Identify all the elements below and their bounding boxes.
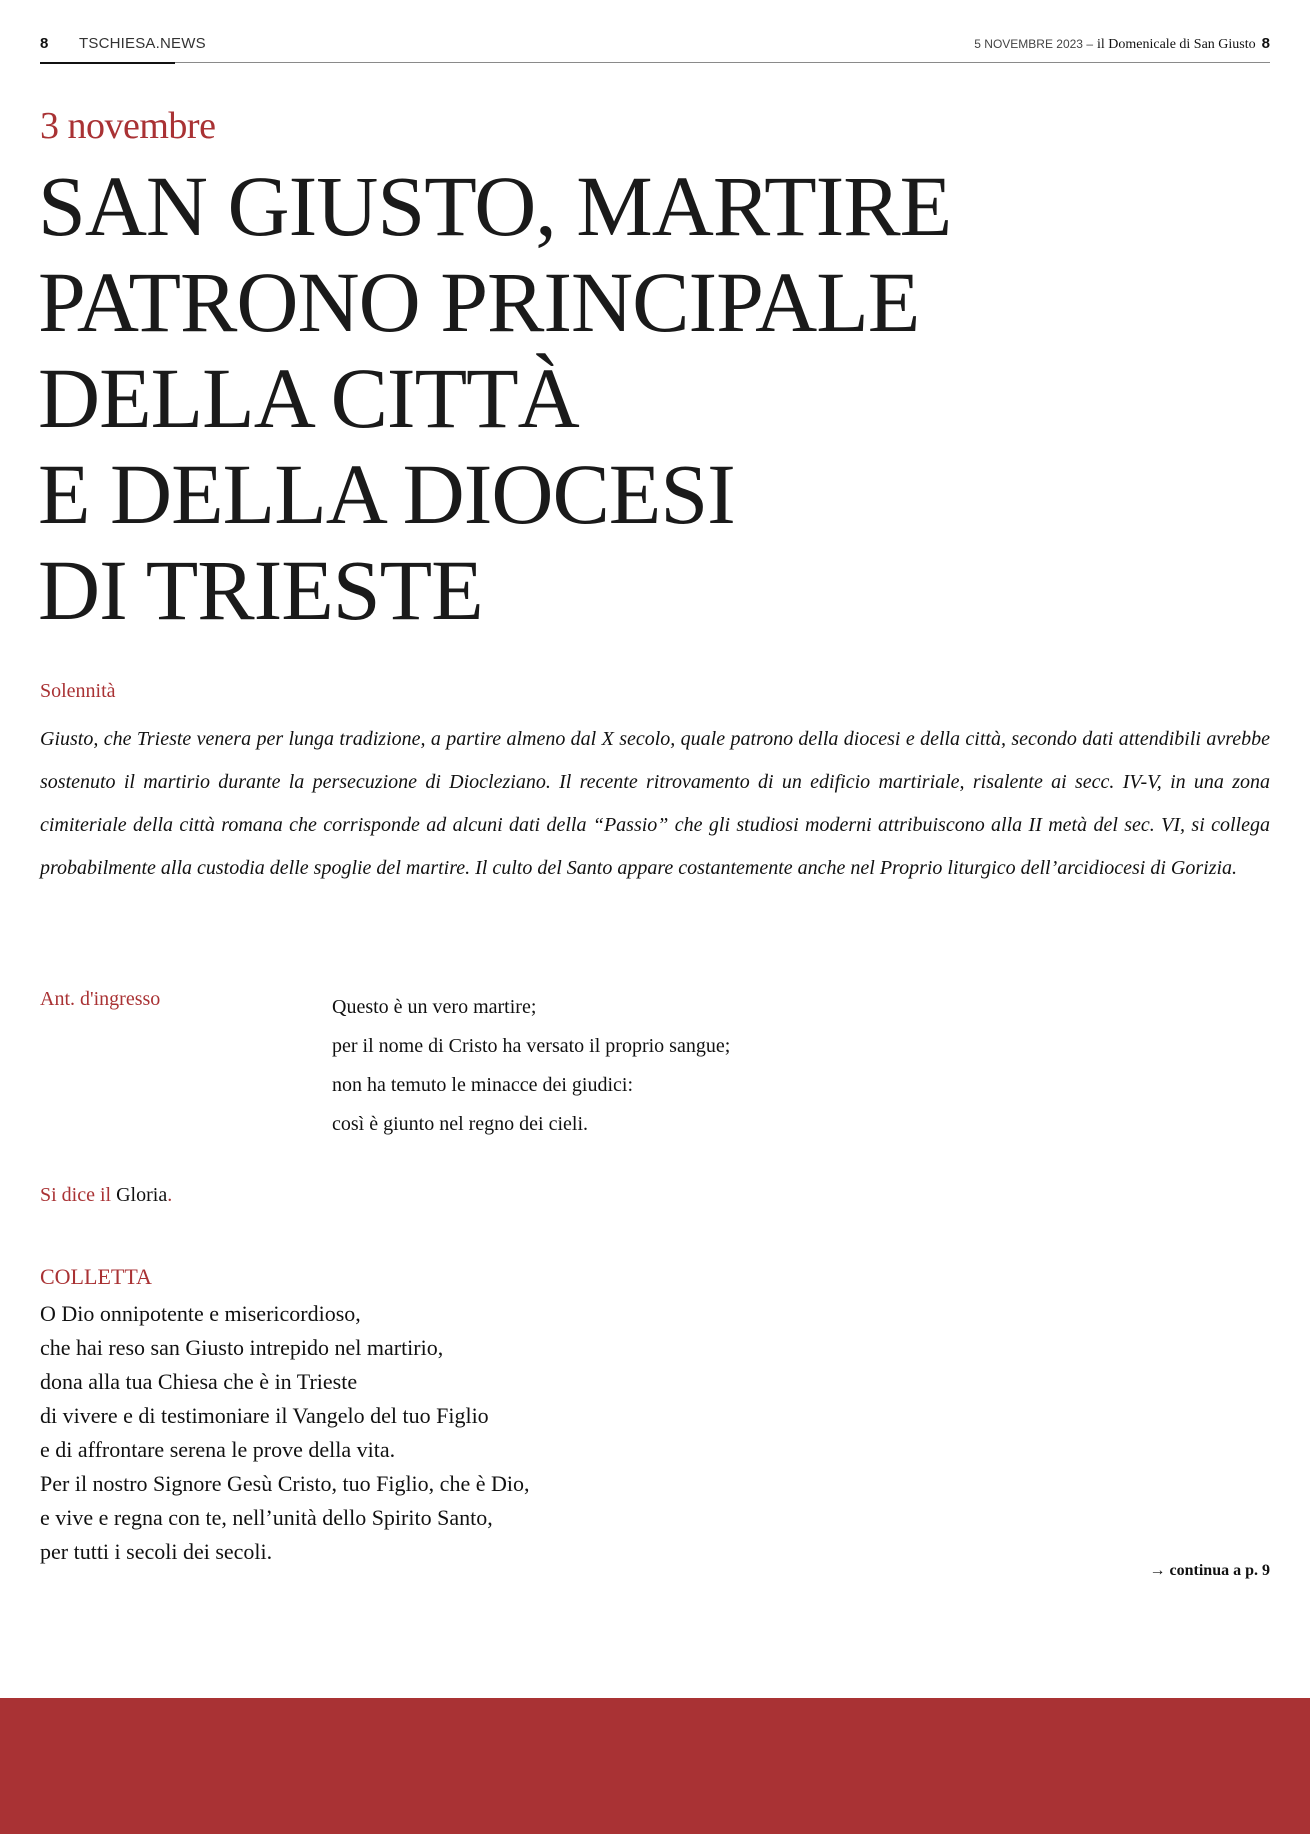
antiphon-line: Questo è un vero martire;	[332, 996, 537, 1018]
intro-paragraph: Giusto, che Trieste venera per lunga tradizione, a partire almeno dal X secolo, quale patrono della diocesi e della città, secondo dati attendibili avrebbe sostenuto il martirio durante la persecuzione di Diocleziano. Il recente ritrovamento di un edificio martiriale, risalente ai secc. IV-V, in una zona cimiteriale della città romana che corrisponde ad alcuni dati della “Passio” che gli studiosi moderni attribuiscono alla II metà del sec. VI, si collega probabilmente alla custodia delle spoglie del martire. Il culto del Santo appare costantemente anche nel Proprio liturgico dell’arcidiocesi di Gorizia.	[40, 728, 1270, 879]
collect-text	[40, 1297, 529, 1569]
headline-line: E DELLA DIOCESI	[38, 446, 735, 542]
antiphon-line: per il nome di Cristo ha versato il proprio sangue;	[332, 1035, 731, 1057]
headline-line: SAN GIUSTO, MARTIRE	[38, 158, 952, 254]
headline-line: DI TRIESTE	[38, 542, 483, 638]
collect-line: di vivere e di testimoniare il Vangelo del tuo Figlio	[40, 1403, 489, 1428]
site-name[interactable]: TSCHIESA.NEWS	[79, 35, 206, 52]
date-kicker: 3 novembre	[40, 105, 216, 147]
headline	[38, 158, 951, 638]
collect-line: e di affrontare serena le prove della vita.	[40, 1437, 396, 1462]
antiphon-line: non ha temuto le minacce dei giudici:	[332, 1074, 634, 1096]
antiphon-label: Ant. d'ingresso	[40, 988, 161, 1010]
collect-line: per tutti i secoli dei secoli.	[40, 1539, 273, 1564]
antiphon-text	[332, 988, 730, 1144]
page-number-right: 8	[1261, 35, 1270, 52]
collect-line: e vive e regna con te, nell’unità dello Spirito Santo,	[40, 1505, 493, 1530]
headline-line: PATRONO PRINCIPALE	[38, 254, 920, 350]
header-issue-info	[974, 35, 1270, 53]
page-header	[40, 34, 1270, 63]
gloria-prefix: Si dice il	[40, 1184, 112, 1206]
page-number-left: 8	[40, 35, 49, 52]
issue-date: 5 NOVEMBRE 2023 –	[974, 37, 1093, 51]
gloria-word: Gloria	[116, 1184, 168, 1206]
headline-line: DELLA CITTÀ	[38, 350, 579, 446]
continuation-link[interactable]: → continua a p. 9	[1149, 1562, 1270, 1579]
gloria-rubric	[40, 1184, 172, 1207]
solemnity-label: Solennità	[40, 680, 116, 702]
collect-line: che hai reso san Giusto intrepido nel martirio,	[40, 1335, 444, 1360]
gloria-suffix: .	[167, 1184, 173, 1206]
collect-line: O Dio onnipotente e misericordioso,	[40, 1301, 361, 1326]
antiphon-line: così è giunto nel regno dei cieli.	[332, 1113, 589, 1135]
footer-band	[0, 1698, 1310, 1834]
collect-line: Per il nostro Signore Gesù Cristo, tuo Figlio, che è Dio,	[40, 1471, 530, 1496]
publication-name: il Domenicale di San Giusto	[1097, 37, 1256, 52]
collect-label: COLLETTA	[40, 1264, 152, 1289]
collect-line: dona alla tua Chiesa che è in Trieste	[40, 1369, 358, 1394]
header-underline	[40, 62, 175, 64]
